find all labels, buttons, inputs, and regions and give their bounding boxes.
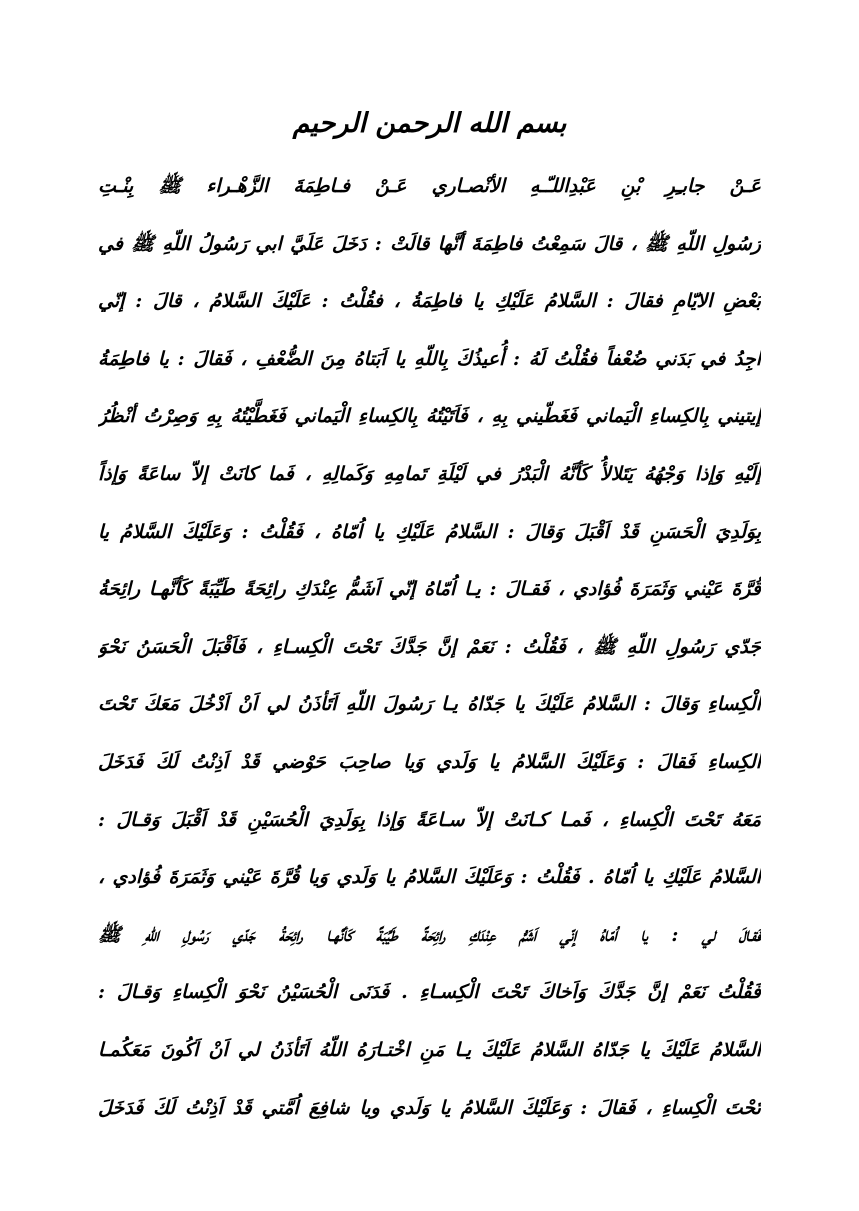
- text-line: قُرَّةَ عَيْني وَثَمَرَةَ فُؤادي ، فَقـالَ : يـا اُمّاهُ إنّي اَشَمُّ عِنْدَكِ رائِحَةً طَيِّبَةً كَأنَّهـا رائِحَةُ: [98, 578, 761, 601]
- text-line: جَدّي رَسُولِ اللّهِ ﷺ ، فَقُلْتُ : نَعَمْ إنَّ جَدَّكَ تَحْتَ الْكِسـاءِ ، فَاَقْبَلَ الْحَسَنُ نَحْوَ: [98, 635, 761, 658]
- text-line: السَّلامُ عَلَيْكِ يا اُمّاهُ . فَقُلْتُ : وَعَلَيْكَ السَّلامُ يا وَلَدي وَيا قُرَّةَ عَيْني وَثَمَرَةَ فُؤادي ،: [98, 866, 761, 889]
- text-line: فَقـالَ لي : يا اُمّاهُ إنّي اَشَمُّ عِنْدَكِ رائِحَةً طَيِّبَةً كَأنَّهـا رائِحَةُ جَدّي رَسُولِ اللّهِ ﷺ: [98, 923, 761, 946]
- text-line: بِوَلَدِيَ الْحَسَنِ قَدْ اَقْبَلَ وَقالَ : السَّلامُ عَلَيْكِ يا اُمّاهُ ، فَقُلْتُ : وَعَلَيْكَ السَّلامُ يا: [98, 520, 761, 543]
- text-line: إلَيْهِ وَإذا وَجْهُهُ يَتَلالأُ كَأنَّهُ الْبَدْرُ في لَيْلَةِ تَمامِهِ وَكَمالِهِ ، فَما كانَتْ إلاّ ساعَةً وَإذاً: [98, 462, 761, 485]
- text-line: الْكِساءِ وَقالَ : السَّلامُ عَلَيْكَ يا جَدّاهُ يـا رَسُولَ اللّهِ اَتَأذَنُ لي اَنْ اَدْخُلَ مَعَكَ تَحْتَ: [98, 693, 761, 716]
- text-line: بَعْضِ الايّامِ فقالَ : السَّلامُ عَلَيْكِ يا فاطِمَةُ ، فقُلْتُ : عَلَيْكَ السَّلامُ ، قالَ : إنّي: [98, 290, 761, 313]
- text-line: مَعَهُ تَحْتَ الْكِساءِ ، فَمـا كـانَتْ إلاّ سـاعَةً وَإذا بِوَلَدِيَ الْحُسَيْنِ قَدْ اَقْبَلَ وَقـالَ :: [98, 808, 761, 831]
- text-line: اجِدُ في بَدَني ضُعْفاً فقُلْتُ لَهُ : أُعيذُكَ بِاللّهِ يا اَبَتاهُ مِنَ الضُّعْفِ ، فَقالَ : يا فاطِمَةُ: [98, 347, 761, 370]
- text-line: إيتيني بِالكِساءِ الْيَماني فَغَطّيني بِهِ ، فَاَتَيْتُهُ بِالكِساءِ الْيَماني فَغَطَّيْتُهُ بِهِ وَصِرْتُ أنْظُرُ: [98, 405, 761, 428]
- text-line: الكِساءِ فَقالَ : وَعَلَيْكَ السَّلامُ يا وَلَدي وَيا صاحِبَ حَوْضي قَدْ اَذِنْتُ لَكَ فَدَخَلَ: [98, 750, 761, 773]
- text-line: فَقُلْتُ نَعَمْ إنَّ جَدَّكَ وَاَخاكَ تَحْتَ الْكِسـاءِ . فَدَنَى الْحُسَيْنُ نَحْوَ الْكِساءِ وَقـالَ :: [98, 981, 761, 1004]
- text-line: عَـنْ جابـِرِ بْنِ عَبْدِاللـّـهِ الأنْصـاري عَـنْ فـاطِمَةَ الزَّهْـراء ﷺ بِنْـتِ: [98, 175, 761, 197]
- document-title: بسم الله الرحمن الرحيم: [292, 108, 567, 139]
- text-line: السَّلامُ عَلَيْكَ يا جَدّاهُ السَّلامُ عَلَيْكَ يـا مَنِ اخْتـارَهُ اللّهُ اَتَأذَنُ لي اَنْ اَكُونَ مَعَكُمـا: [98, 1038, 761, 1061]
- document-body: [98, 158, 761, 1137]
- text-line: تَحْتَ الْكِساءِ ، فَقالَ : وَعَلَيْكَ السَّلامُ يا وَلَدي ويا شافِعَ اُمَّتي قَدْ اَذِنْتُ لَكَ فَدَخَلَ: [98, 1096, 761, 1119]
- text-line: رَسُولِ اللّهِ ﷺ ، قالَ سَمِعْتُ فاطِمَةَ أنَّها قالَتْ : دَخَلَ عَلَيَّ ابي رَسُولُ اللّهِ ﷺ في: [98, 232, 761, 255]
